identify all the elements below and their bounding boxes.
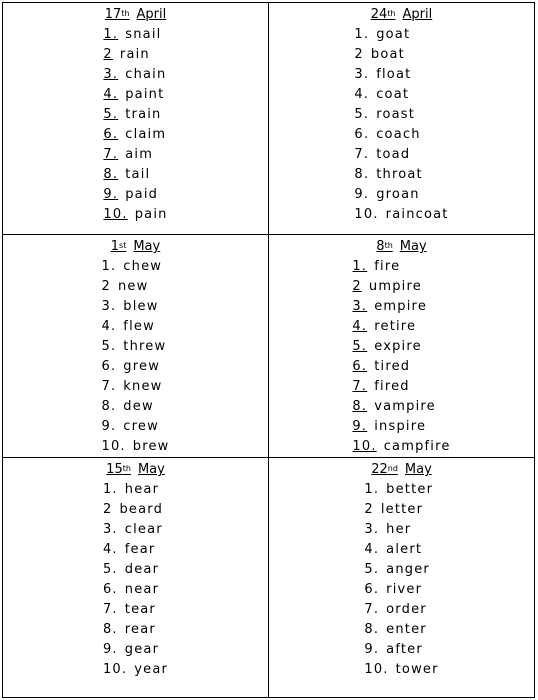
word-row [103, 480, 168, 500]
word-number: 7. [102, 602, 118, 617]
word-row [364, 480, 438, 500]
word-row [352, 277, 450, 297]
word-number: 10. [352, 439, 377, 454]
spelling-word: hear [124, 482, 160, 497]
heading-month: April [402, 7, 433, 22]
word-row [103, 85, 167, 105]
week-cell [269, 458, 535, 698]
word-row [101, 377, 169, 397]
spelling-word: tired [374, 359, 411, 374]
word-number: 2 [101, 279, 111, 294]
spelling-word: inspire [374, 419, 427, 434]
week-cell [3, 235, 269, 458]
word-row [352, 397, 450, 417]
word-number: 6. [103, 127, 119, 142]
spelling-word: river [386, 582, 423, 597]
word-row [352, 337, 450, 357]
word-row [364, 600, 438, 620]
heading-month: May [133, 239, 161, 254]
word-row [101, 437, 169, 457]
spelling-word: expire [374, 339, 422, 354]
word-number: 8. [102, 622, 118, 637]
word-number: 7. [364, 602, 380, 617]
week-content [3, 458, 268, 680]
word-row [354, 185, 448, 205]
word-number: 7. [352, 379, 368, 394]
word-number: 5. [101, 339, 117, 354]
word-number: 9. [352, 419, 368, 434]
word-row [103, 25, 167, 45]
word-number: 2 [102, 502, 113, 517]
word-row [352, 317, 450, 337]
word-row [103, 540, 168, 560]
word-row [101, 397, 169, 417]
spelling-word: paint [125, 87, 165, 102]
word-row [354, 25, 448, 45]
edge-mark [534, 455, 535, 469]
word-row [352, 417, 450, 437]
word-row [103, 620, 168, 640]
word-number: 6. [354, 127, 370, 142]
heading-suffix: th [121, 9, 130, 18]
spelling-word: dear [124, 562, 160, 577]
word-row [364, 540, 438, 560]
spelling-word: near [124, 582, 160, 597]
heading-day: 22 [371, 462, 388, 477]
word-row [103, 185, 167, 205]
word-row [364, 640, 438, 660]
word-row [103, 640, 168, 660]
word-number: 4. [352, 319, 368, 334]
word-number: 5. [364, 562, 380, 577]
spelling-word: flew [123, 319, 155, 334]
word-number: 5. [352, 339, 368, 354]
spelling-word: anger [386, 562, 430, 577]
word-row [364, 500, 438, 520]
spelling-word: brew [132, 439, 170, 454]
word-number: 3. [103, 67, 119, 82]
spelling-word: groan [376, 187, 420, 202]
word-number: 3. [352, 299, 368, 314]
spelling-word: empire [374, 299, 428, 314]
spelling-word: rain [119, 47, 150, 62]
spelling-word: throat [376, 167, 423, 182]
heading-suffix: th [384, 241, 393, 250]
word-row [364, 560, 438, 580]
word-row [103, 520, 168, 540]
word-number: 8. [352, 399, 368, 414]
word-number: 6. [352, 359, 368, 374]
heading-day: 24 [370, 7, 388, 22]
spelling-word: clear [124, 522, 163, 537]
spelling-word: fire [374, 259, 401, 274]
word-number: 7. [103, 147, 119, 162]
spelling-word: toad [376, 147, 411, 162]
word-number: 6. [364, 582, 380, 597]
word-row [103, 165, 167, 185]
spelling-word: alert [386, 542, 423, 557]
spelling-word: boat [370, 47, 405, 62]
word-number: 9. [103, 187, 119, 202]
word-row [103, 600, 168, 620]
week-heading [376, 237, 426, 257]
heading-month: May [399, 239, 427, 254]
spelling-word: after [386, 642, 423, 657]
word-number: 8. [364, 622, 380, 637]
week-content [269, 235, 534, 457]
word-number: 2 [103, 47, 113, 62]
heading-day: 8 [376, 239, 385, 254]
week-heading [106, 460, 165, 480]
word-number: 5. [354, 107, 370, 122]
spelling-word: paid [125, 187, 159, 202]
spelling-word: rear [124, 622, 156, 637]
word-number: 2 [354, 47, 364, 62]
spelling-word: vampire [374, 399, 436, 414]
word-number: 1. [354, 27, 370, 42]
spelling-word: order [386, 602, 427, 617]
word-number: 10. [101, 439, 126, 454]
word-row [103, 105, 167, 125]
word-number: 3. [102, 522, 118, 537]
heading-day: 15 [106, 462, 123, 477]
spelling-word: grew [123, 359, 161, 374]
spelling-word: pain [134, 207, 168, 222]
word-number: 3. [364, 522, 380, 537]
word-number: 9. [354, 187, 370, 202]
word-row [354, 205, 448, 225]
spelling-word: beard [119, 502, 164, 517]
spelling-word: campfire [383, 439, 451, 454]
word-number: 8. [354, 167, 370, 182]
word-number: 7. [354, 147, 370, 162]
word-row [364, 660, 438, 680]
spelling-word: chew [123, 259, 163, 274]
word-row [364, 620, 438, 640]
week-cell [3, 458, 269, 698]
word-row [103, 560, 168, 580]
word-row [352, 377, 450, 397]
word-row [352, 437, 450, 457]
heading-month: May [137, 462, 165, 477]
spelling-word: knew [123, 379, 163, 394]
word-list [354, 25, 448, 225]
spelling-table [2, 2, 535, 698]
heading-month: May [404, 462, 432, 477]
word-number: 1. [364, 482, 380, 497]
word-row [354, 105, 448, 125]
word-row [101, 257, 169, 277]
spelling-word: her [386, 522, 412, 537]
word-row [354, 65, 448, 85]
word-number: 4. [101, 319, 117, 334]
word-number: 2 [352, 279, 362, 294]
word-row [101, 337, 169, 357]
spelling-word: goat [376, 27, 411, 42]
word-row [103, 580, 168, 600]
heading-suffix: th [387, 9, 396, 18]
word-row [101, 417, 169, 437]
heading-suffix: th [122, 464, 131, 473]
spelling-word: dew [123, 399, 154, 414]
word-number: 8. [101, 399, 117, 414]
word-list [103, 25, 167, 225]
word-number: 1. [101, 259, 117, 274]
week-heading [371, 460, 432, 480]
word-number: 2 [364, 502, 374, 517]
spelling-word: float [376, 67, 412, 82]
spelling-word: tear [124, 602, 156, 617]
word-number: 1. [102, 482, 118, 497]
spelling-word: fired [374, 379, 410, 394]
spelling-word: roast [376, 107, 416, 122]
word-number: 4. [103, 87, 119, 102]
word-row [103, 65, 167, 85]
word-number: 4. [102, 542, 118, 557]
spelling-word: new [117, 279, 149, 294]
word-list [101, 257, 169, 457]
word-number: 6. [101, 359, 117, 374]
week-content [3, 235, 268, 457]
word-row [103, 205, 167, 225]
spelling-word: coach [376, 127, 421, 142]
word-row [354, 45, 448, 65]
spelling-word: snail [125, 27, 162, 42]
word-number: 9. [102, 642, 118, 657]
word-row [352, 357, 450, 377]
word-row [354, 125, 448, 145]
week-content [269, 3, 534, 225]
week-content [269, 458, 534, 680]
week-heading [105, 5, 166, 25]
word-list [103, 480, 168, 680]
word-list [364, 480, 438, 680]
word-row [101, 297, 169, 317]
word-number: 10. [103, 207, 128, 222]
week-cell [269, 3, 535, 235]
word-number: 4. [354, 87, 370, 102]
word-number: 5. [102, 562, 118, 577]
spelling-word: tail [125, 167, 151, 182]
spelling-word: fear [124, 542, 156, 557]
week-heading [111, 237, 160, 257]
word-number: 10. [102, 662, 128, 677]
word-row [354, 165, 448, 185]
word-number: 7. [101, 379, 117, 394]
word-row [101, 357, 169, 377]
spelling-word: coat [376, 87, 410, 102]
spelling-word: chain [125, 67, 167, 82]
spelling-word: tower [395, 662, 439, 677]
spelling-word: year [134, 662, 169, 677]
word-row [103, 45, 167, 65]
week-cell [269, 235, 535, 458]
word-row [354, 145, 448, 165]
word-row [352, 297, 450, 317]
word-row [101, 277, 169, 297]
word-row [103, 500, 168, 520]
word-number: 8. [103, 167, 119, 182]
spelling-word: crew [123, 419, 159, 434]
word-number: 5. [103, 107, 119, 122]
word-row [103, 660, 168, 680]
week-cell [3, 3, 269, 235]
word-row [352, 257, 450, 277]
word-number: 4. [364, 542, 380, 557]
week-content [3, 3, 268, 225]
heading-day: 17 [104, 7, 122, 22]
word-number: 10. [354, 207, 379, 222]
word-row [364, 520, 438, 540]
heading-suffix: st [119, 241, 127, 250]
spelling-word: blew [123, 299, 159, 314]
spelling-word: raincoat [385, 207, 449, 222]
week-heading [371, 5, 432, 25]
word-row [364, 580, 438, 600]
spelling-word: claim [125, 127, 167, 142]
word-row [354, 85, 448, 105]
word-row [101, 317, 169, 337]
word-number: 9. [364, 642, 380, 657]
word-number: 9. [101, 419, 117, 434]
word-number: 3. [354, 67, 370, 82]
word-list [352, 257, 450, 457]
word-number: 1. [103, 27, 119, 42]
spelling-word: better [386, 482, 434, 497]
word-number: 1. [352, 259, 368, 274]
word-number: 6. [102, 582, 118, 597]
spelling-word: threw [123, 339, 167, 354]
spelling-word: enter [386, 622, 427, 637]
word-number: 10. [364, 662, 389, 677]
heading-day: 1 [110, 239, 120, 254]
spelling-word: umpire [368, 279, 422, 294]
word-row [103, 125, 167, 145]
spelling-word: retire [374, 319, 417, 334]
word-number: 3. [101, 299, 117, 314]
spelling-word: train [125, 107, 162, 122]
spelling-word: aim [125, 147, 154, 162]
word-row [103, 145, 167, 165]
spelling-word: gear [124, 642, 160, 657]
spelling-word: letter [380, 502, 424, 517]
heading-suffix: nd [387, 464, 398, 473]
heading-month: April [136, 7, 167, 22]
